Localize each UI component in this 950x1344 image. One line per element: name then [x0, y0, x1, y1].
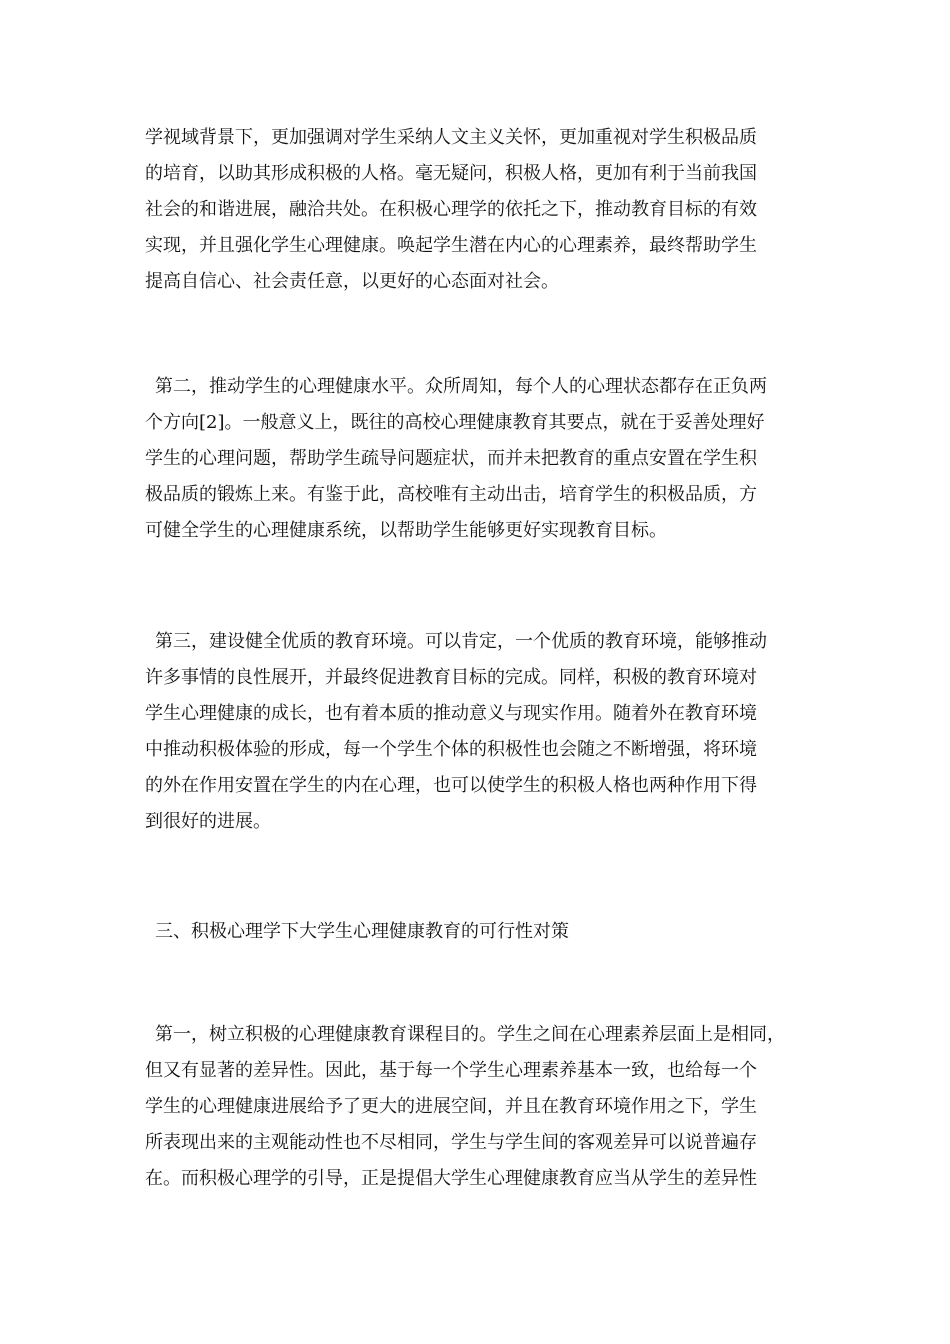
- text-line: 第三，建设健全优质的教育环境。可以肯定，一个优质的教育环境，能够推动: [155, 631, 767, 652]
- text-line: 到很好的进展。: [145, 811, 271, 832]
- paragraph-second: [145, 369, 825, 549]
- text-line: 学生的心理健康进展给予了更大的进展空间，并且在教育环境作用之下，学生: [145, 1096, 757, 1117]
- text-line: 可健全学生的心理健康系统，以帮助学生能够更好实现教育目标。: [145, 520, 667, 541]
- text-line: 第二，推动学生的心理健康水平。众所周知，每个人的心理状态都存在正负两: [155, 376, 767, 397]
- paragraph-first-strategy: [145, 1017, 825, 1197]
- text-line: 在。而积极心理学的引导，正是提倡大学生心理健康教育应当从学生的差异性: [145, 1168, 757, 1189]
- text-line: 社会的和谐进展，融洽共处。在积极心理学的依托之下，推动教育目标的有效: [145, 199, 757, 220]
- text-line: 所表现出来的主观能动性也不尽相同，学生与学生间的客观差异可以说普遍存: [145, 1132, 757, 1153]
- text-line: 许多事情的良性展开，并最终促进教育目标的完成。同样，积极的教育环境对: [145, 667, 757, 688]
- text-line: 提高自信心、社会责任意，以更好的心态面对社会。: [145, 271, 559, 292]
- text-line: 中推动积极体验的形成，每一个学生个体的积极性也会随之不断增强，将环境: [145, 739, 757, 760]
- text-line: 学视域背景下，更加强调对学生采纳人文主义关怀，更加重视对学生积极品质: [145, 127, 757, 148]
- text-line: 的培育，以助其形成积极的人格。毫无疑问，积极人格，更加有利于当前我国: [145, 163, 757, 184]
- text-line: 极品质的锻炼上来。有鉴于此，高校唯有主动出击，培育学生的积极品质，方: [145, 484, 757, 505]
- paragraph-intro: [145, 120, 825, 300]
- text-line: 学生的心理问题，帮助学生疏导问题症状，而并未把教育的重点安置在学生积: [145, 448, 757, 469]
- text-line: 实现，并且强化学生心理健康。唤起学生潜在内心的心理素养，最终帮助学生: [145, 235, 757, 256]
- text-line: 第一，树立积极的心理健康教育课程目的。学生之间在心理素养层面上是相同，: [155, 1024, 785, 1045]
- text-line: 的外在作用安置在学生的内在心理，也可以使学生的积极人格也两种作用下得: [145, 775, 757, 796]
- section-heading: [145, 914, 825, 950]
- text-line: 个方向[2]。一般意义上，既往的高校心理健康教育其要点，就在于妥善处理好: [145, 412, 765, 433]
- text-line: 但又有显著的差异性。因此，基于每一个学生心理素养基本一致，也给每一个: [145, 1060, 757, 1081]
- text-line: 学生心理健康的成长，也有着本质的推动意义与现实作用。随着外在教育环境: [145, 703, 757, 724]
- paragraph-third: [145, 624, 825, 840]
- section-heading-text: 三、积极心理学下大学生心理健康教育的可行性对策: [155, 921, 569, 942]
